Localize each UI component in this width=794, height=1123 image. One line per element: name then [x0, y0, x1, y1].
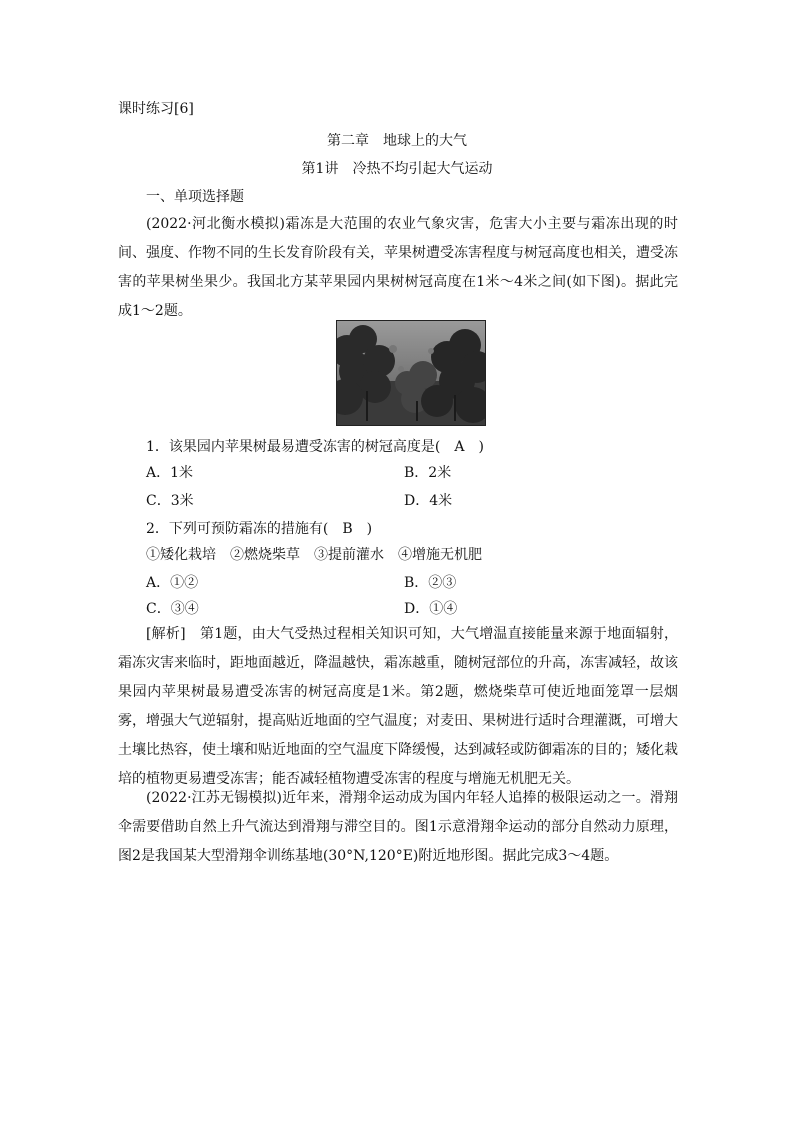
- exercise-label: 课时练习[6]: [118, 101, 194, 117]
- q2-option-b: B．②③: [404, 575, 457, 591]
- question-2-items: ①矮化栽培 ②燃烧柴草 ③提前灌水 ④增施无机肥: [146, 547, 482, 563]
- lesson-title: 第1讲 冷热不均引起大气运动: [301, 161, 493, 177]
- q2-option-c: C．③④: [146, 601, 199, 617]
- question-2-stem: 2．下列可预防霜冻的措施有( B ): [146, 521, 373, 537]
- passage-2: (2022·江苏无锡模拟)近年来，滑翔伞运动成为国内年轻人追捧的极限运动之一。滑翔伞需要借助自然上升气流达到滑翔与滞空目的。图1示意滑翔伞运动的部分自然动力原理，图2是我国某大型滑翔伞训练基地(30°N,120°E)附近地形图。据此完成3～4题。: [118, 790, 678, 864]
- section-title: 一、单项选择题: [146, 189, 244, 205]
- question-1-stem: 1．该果园内苹果树最易遭受冻害的树冠高度是( A ): [146, 439, 484, 455]
- q1-option-d: D．4米: [404, 493, 453, 509]
- q2-option-d: D．①④: [404, 601, 458, 617]
- q2-option-a: A．①②: [146, 575, 199, 591]
- q1-option-c: C．3米: [146, 493, 194, 509]
- q1-option-a: A．1米: [146, 465, 194, 481]
- orchard-photo: [336, 320, 486, 426]
- chapter-title: 第二章 地球上的大气: [327, 133, 467, 149]
- passage-1: (2022·河北衡水模拟)霜冻是大范围的农业气象灾害，危害大小主要与霜冻出现的时间、强度、作物不同的生长发育阶段有关，苹果树遭受冻害程度与树冠高度也相关，遭受冻害的苹果树坐果少。我国北方某苹果园内果树树冠高度在1米～4米之间(如下图)。据此完成1～2题。: [118, 216, 678, 319]
- q1-option-b: B．2米: [404, 465, 452, 481]
- analysis-paragraph: [解析] 第1题，由大气受热过程相关知识可知，大气增温直接能量来源于地面辐射，霜冻灾害来临时，距地面越近，降温越快，霜冻越重，随树冠部位的升高，冻害减轻，故该果园内苹果树最易遭受冻害的树冠高度是1米。第2题，燃烧柴草可使近地面笼罩一层烟雾，增强大气逆辐射，提高贴近地面的空气温度；对麦田、果树进行适时合理灌溉，可增大土壤比热容，使土壤和贴近地面的空气温度下降缓慢，达到减轻或防御霜冻的目的；矮化栽培的植物更易遭受冻害；能否减轻植物遭受冻害的程度与增施无机肥无关。: [118, 626, 678, 787]
